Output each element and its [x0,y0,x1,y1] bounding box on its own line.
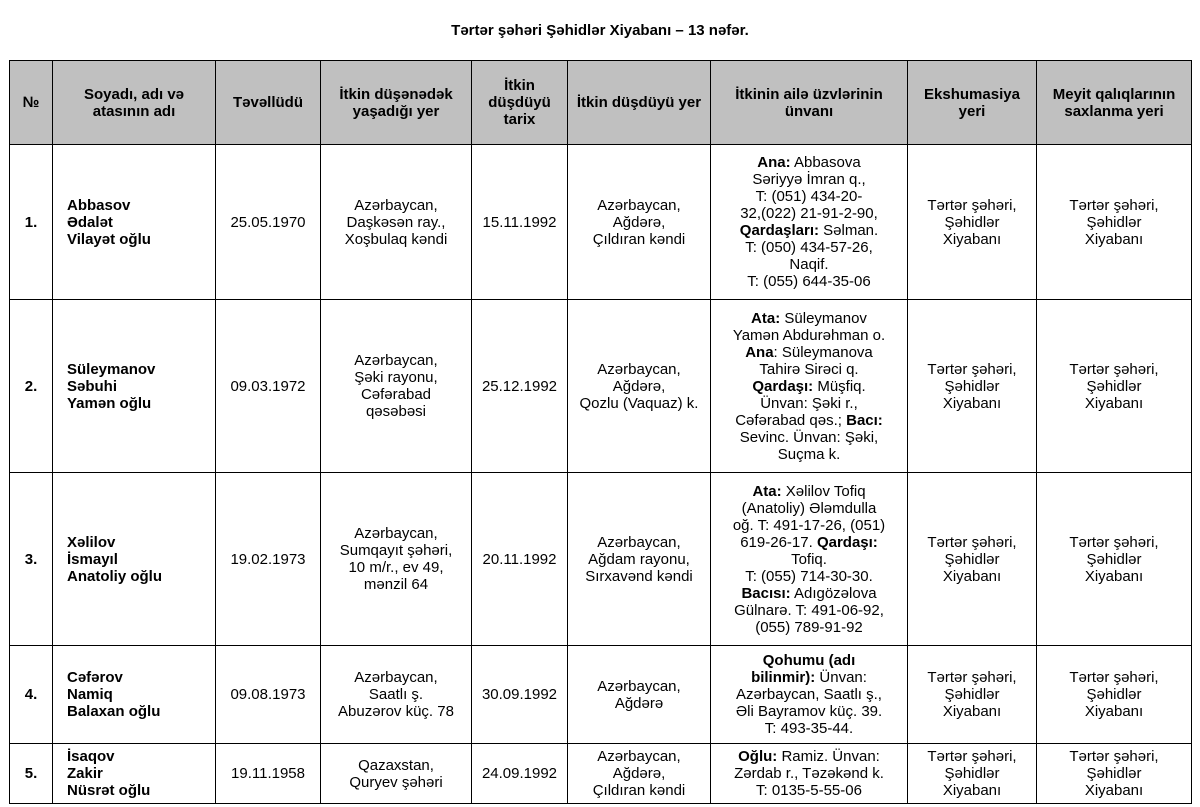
family-label: Ata: [751,309,781,327]
family-line: Suçma k. [777,445,841,463]
family-line: T: 0135-5-55-06 [756,782,862,799]
residence-line: Quryev şəhəri [349,773,443,791]
cell-missing-place [568,646,711,744]
cell-remains [1037,646,1192,744]
exhumation-line: Xiyabanı [942,782,1002,799]
exhumation-line: Tərtər şəhəri, [927,360,1017,378]
residence-line: Azərbaycan, [354,352,438,369]
table-row [10,646,1192,744]
cell-name [53,744,216,804]
residence-line: Şəki rayonu, [354,369,438,386]
family-line: (Anatoliy) Ələmdulla [741,499,877,517]
document-title: Tərtər şəhəri Şəhidlər Xiyabanı – 13 nəfər. [451,22,749,39]
family-line: Tofiq. [791,550,827,568]
header-missing-place: İtkin düşdüyü yer [568,61,711,145]
family-label: Qohumu (adı [762,652,856,669]
missing-place-line: Sırxavənd kəndi [585,567,693,585]
cell-birth: 09.03.1972 [216,300,321,473]
family-line: 32,(022) 21-91-2-90, [740,205,878,222]
cell-missing-date: 24.09.1992 [472,744,568,804]
cell-birth: 19.02.1973 [216,473,321,646]
family-line: Ata: Xəlilov Tofiq [752,482,866,500]
name-line: Vilayət oğlu [67,230,151,248]
family-label: Ana [745,343,774,361]
family-label: bilinmir): [751,669,816,686]
family-line: Naqif. [789,256,829,273]
exhumation-line: Şəhidlər [944,213,1000,231]
residence-line: Abuzərov küç. 78 [338,703,454,720]
name-line: Yamən oğlu [67,394,152,412]
header-row [10,61,1192,145]
family-label: Oğlu: [738,748,778,765]
name-line: Süleymanov [67,360,156,378]
name-line: Ədalət [67,213,113,231]
name-line: Nüsrət oğlu [67,782,151,799]
remains-line: Tərtər şəhəri, [1069,196,1159,214]
cell-family-address [711,145,908,300]
family-line: Ata: Süleymanov [751,309,867,327]
name-line: Namiq [67,686,113,703]
cell-exhumation [908,145,1037,300]
cell-no: 4. [10,646,53,744]
cell-family-address [711,744,908,804]
remains-line: Xiyabanı [1084,567,1144,585]
family-line: Tahirə Sirəci q. [759,360,859,378]
residence-line: Daşkəsən ray., [346,213,446,231]
family-line: Qardaşı: Müşfiq. [752,377,866,395]
header-exhumation: Ekshumasiya yeri [908,61,1037,145]
cell-birth: 25.05.1970 [216,145,321,300]
missing-place-line: Azərbaycan, [597,360,681,378]
residence-line: Azərbaycan, [354,525,438,542]
exhumation-line: Tərtər şəhəri, [927,748,1017,765]
cell-birth: 19.11.1958 [216,744,321,804]
family-line: Əli Bayramov küç. 39. [735,703,883,720]
cell-remains [1037,473,1192,646]
cell-missing-place [568,300,711,473]
residence-line: Azərbaycan, [354,669,438,686]
family-line: Zərdab r., Təzəkənd k. [734,765,884,782]
remains-line: Xiyabanı [1084,703,1144,720]
name-line: İsaqov [67,748,115,765]
remains-line: Şəhidlər [1086,765,1142,782]
family-line: bilinmir): Ünvan: [751,669,867,686]
exhumation-line: Xiyabanı [942,230,1002,248]
header-family-address: İtkinin ailə üzvlərinin ünvanı [711,61,908,145]
cell-family-address [711,300,908,473]
cell-residence [321,300,472,473]
header-name: Soyadı, adı və atasının adı [53,61,216,145]
remains-line: Şəhidlər [1086,686,1142,703]
header-residence: İtkin düşənədək yaşadığı yer [321,61,472,145]
family-label: Ata: [752,482,782,500]
remains-line: Şəhidlər [1086,213,1142,231]
cell-missing-place [568,473,711,646]
name-line: Balaxan oğlu [67,703,161,720]
remains-line: Tərtər şəhəri, [1069,360,1159,378]
family-label: Bacı: [846,411,883,429]
exhumation-line: Şəhidlər [944,765,1000,782]
family-line: Yamən Abdurəhman o. [732,326,886,344]
cell-remains [1037,145,1192,300]
cell-no: 1. [10,145,53,300]
header-missing-date: İtkin düşdüyü tarix [472,61,568,145]
residence-line: Azərbaycan, [354,196,438,214]
missing-place-line: Ağdərə, [612,213,666,231]
missing-place-line: Ağdərə [614,694,664,712]
martyrs-table [9,60,1192,804]
cell-no: 3. [10,473,53,646]
family-line: Ünvan: Şəki r., [760,394,858,412]
cell-birth: 09.08.1973 [216,646,321,744]
cell-exhumation [908,646,1037,744]
cell-missing-date: 25.12.1992 [472,300,568,473]
exhumation-line: Tərtər şəhəri, [927,196,1017,214]
cell-no: 2. [10,300,53,473]
remains-line: Şəhidlər [1086,377,1142,395]
residence-line: qəsəbəsi [365,403,427,420]
family-line: T: (051) 434-20- [755,188,863,205]
family-line: T: (055) 714-30-30. [745,567,873,585]
residence-line: Xoşbulaq kəndi [344,230,448,248]
cell-residence [321,744,472,804]
missing-place-line: Ağdam rayonu, [588,550,690,568]
cell-name [53,473,216,646]
missing-place-line: Azərbaycan, [597,533,681,551]
family-line: Gülnarə. T: 491-06-92, [734,601,884,619]
missing-place-line: Çıldıran kəndi [592,230,686,248]
exhumation-line: Xiyabanı [942,703,1002,720]
residence-line: mənzil 64 [363,576,429,593]
cell-residence [321,145,472,300]
cell-missing-place [568,145,711,300]
header-birth: Təvəllüdü [216,61,321,145]
family-line: T: (055) 644-35-06 [747,273,871,290]
header-no: № [10,61,53,145]
remains-line: Şəhidlər [1086,550,1142,568]
exhumation-line: Tərtər şəhəri, [927,669,1017,686]
family-line: Qardaşları: Səlman. [739,222,879,239]
cell-name [53,145,216,300]
exhumation-line: Xiyabanı [942,567,1002,585]
family-line: (055) 789-91-92 [755,618,863,636]
missing-place-line: Azərbaycan, [597,196,681,214]
cell-residence [321,646,472,744]
name-line: Anatoliy oğlu [67,567,162,585]
residence-line: Saatlı ş. [368,686,424,703]
family-line: Səriyyə İmran q., [752,171,866,188]
remains-line: Tərtər şəhəri, [1069,669,1159,686]
family-label: Qardaşları: [739,222,819,239]
cell-remains [1037,300,1192,473]
cell-missing-date: 20.11.1992 [472,473,568,646]
remains-line: Tərtər şəhəri, [1069,748,1159,765]
cell-missing-place [568,744,711,804]
family-line: Sevinc. Ünvan: Şəki, [739,428,879,446]
cell-name [53,300,216,473]
cell-family-address [711,473,908,646]
remains-line: Xiyabanı [1084,782,1144,799]
family-line: oğ. T: 491-17-26, (051) [732,516,886,534]
missing-place-line: Azərbaycan, [597,677,681,695]
family-line: Oğlu: Ramiz. Ünvan: [738,748,880,765]
remains-line: Xiyabanı [1084,230,1144,248]
cell-exhumation [908,744,1037,804]
cell-missing-date: 30.09.1992 [472,646,568,744]
family-line: 619-26-17. Qardaşı: [740,533,878,551]
name-line: Səbuhi [67,377,118,395]
exhumation-line: Şəhidlər [944,377,1000,395]
family-line: Cəfərabad qəs.; Bacı: [735,411,883,429]
cell-name [53,646,216,744]
family-line: Ana: Abbasova [757,154,861,171]
header-remains: Meyit qalıqlarının saxlanma yeri [1037,61,1192,145]
missing-place-line: Qozlu (Vaquaz) k. [579,394,699,412]
missing-place-line: Ağdərə, [612,765,666,782]
cell-no: 5. [10,744,53,804]
family-label: Bacısı: [741,584,791,602]
name-line: Cəfərov [67,669,123,686]
exhumation-line: Xiyabanı [942,394,1002,412]
family-line [714,652,904,669]
exhumation-line: Tərtər şəhəri, [927,533,1017,551]
missing-place-line: Azərbaycan, [597,748,681,765]
remains-line: Xiyabanı [1084,394,1144,412]
remains-line: Tərtər şəhəri, [1069,533,1159,551]
exhumation-line: Şəhidlər [944,550,1000,568]
table-row [10,300,1192,473]
name-line: Xəlilov [67,533,116,551]
table-row [10,145,1192,300]
residence-line: 10 m/r., ev 49, [348,559,444,576]
name-line: İsmayıl [67,550,118,568]
family-line: T: (050) 434-57-26, [745,239,873,256]
family-line: T: 493-35-44. [764,720,854,737]
cell-missing-date: 15.11.1992 [472,145,568,300]
cell-exhumation [908,473,1037,646]
residence-line: Sumqayıt şəhəri, [339,542,453,559]
cell-residence [321,473,472,646]
family-line: Ana: Süleymanova [745,343,873,361]
name-line: Zakir [67,765,103,782]
table-row [10,473,1192,646]
family-label: Ana: [757,154,791,171]
family-label: Qardaşı: [816,533,878,551]
missing-place-line: Çıldıran kəndi [592,782,686,799]
residence-line: Qazaxstan, [358,756,434,774]
table-body [10,145,1192,804]
residence-line: Cəfərabad [360,386,432,403]
exhumation-line: Şəhidlər [944,686,1000,703]
table-row [10,744,1192,804]
family-label: Qardaşı: [752,377,814,395]
name-line: Abbasov [67,196,131,214]
missing-place-line: Ağdərə, [612,377,666,395]
cell-family-address [711,646,908,744]
cell-remains [1037,744,1192,804]
cell-exhumation [908,300,1037,473]
family-line: Bacısı: Adıgözəlova [741,584,877,602]
family-line: Azərbaycan, Saatlı ş., [736,686,882,703]
